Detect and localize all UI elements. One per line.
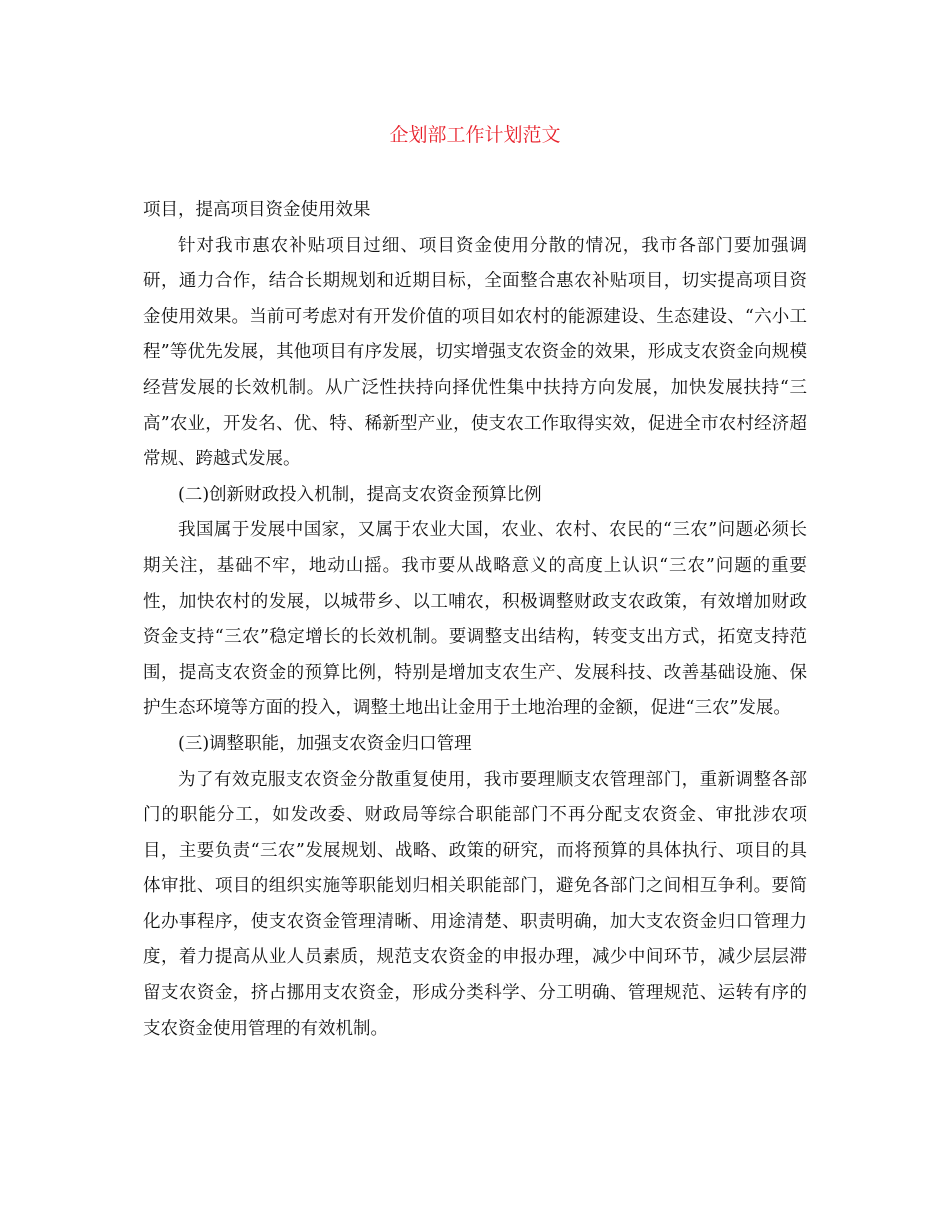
paragraph-subsidy-integration: 针对我市惠农补贴项目过细、项目资金使用分散的情况，我市各部门要加强调研，通力合作，结合长期规划和近期目标，全面整合惠农补贴项目，切实提高项目资金使用效果。当前可考虑对有开发价值的项目如农村的能源建设、生态建设、“六小工程”等优先发展，其他项目有序发展，切实增强支农资金的效果，形成支农资金向规模经营发展的长效机制。从广泛性扶持向择优性集中扶持方向发展，加快发展扶持“三高”农业，开发名、优、特、稀新型产业，使支农工作取得实效，促进全市农村经济超常规、跨越式发展。 — [143, 235, 807, 470]
paragraph-fiscal-investment: 我国属于发展中国家，又属于农业大国，农业、农村、农民的“三农”问题必须长期关注，基础不牢，地动山摇。我市要从战略意义的高度上认识“三农”问题的重要性，加快农村的发展，以城带乡、以工哺农，积极调整财政支农政策，有效增加财政资金支持“三农”稳定增长的长效机制。要调整支出结构，转变支出方式，拓宽支持范围，提高支农资金的预算比例，特别是增加支农生产、发展科技、改善基础设施、保护生态环境等方面的投入，调整土地出让金用于土地治理的金额，促进“三农”发展。 — [143, 520, 807, 719]
section-heading-2: (二)创新财政投入机制，提高支农资金预算比例 — [178, 484, 542, 505]
paragraph-fund-management: 为了有效克服支农资金分散重复使用，我市要理顺支农管理部门，重新调整各部门的职能分工，如发改委、财政局等综合职能部门不再分配支农资金、审批涉农项目，主要负责“三农”发展规划、战略、政策的研究，而将预算的具体执行、项目的具体审批、项目的组织实施等职能划归相关职能部门，避免各部门之间相互争利。要简化办事程序，使支农资金管理清晰、用途清楚、职责明确，加大支农资金归口管理力度，着力提高从业人员素质，规范支农资金的申报办理，减少中间环节，减少层层滞留支农资金，挤占挪用支农资金，形成分类科学、分工明确、管理规范、运转有序的支农资金使用管理的有效机制。 — [143, 769, 807, 1039]
document-body — [143, 193, 807, 1047]
section-heading-3: (三)调整职能，加强支农资金归口管理 — [178, 733, 472, 754]
page-title: 企划部工作计划范文 — [389, 124, 561, 146]
paragraph-continuation: 项目，提高项目资金使用效果 — [143, 200, 371, 220]
